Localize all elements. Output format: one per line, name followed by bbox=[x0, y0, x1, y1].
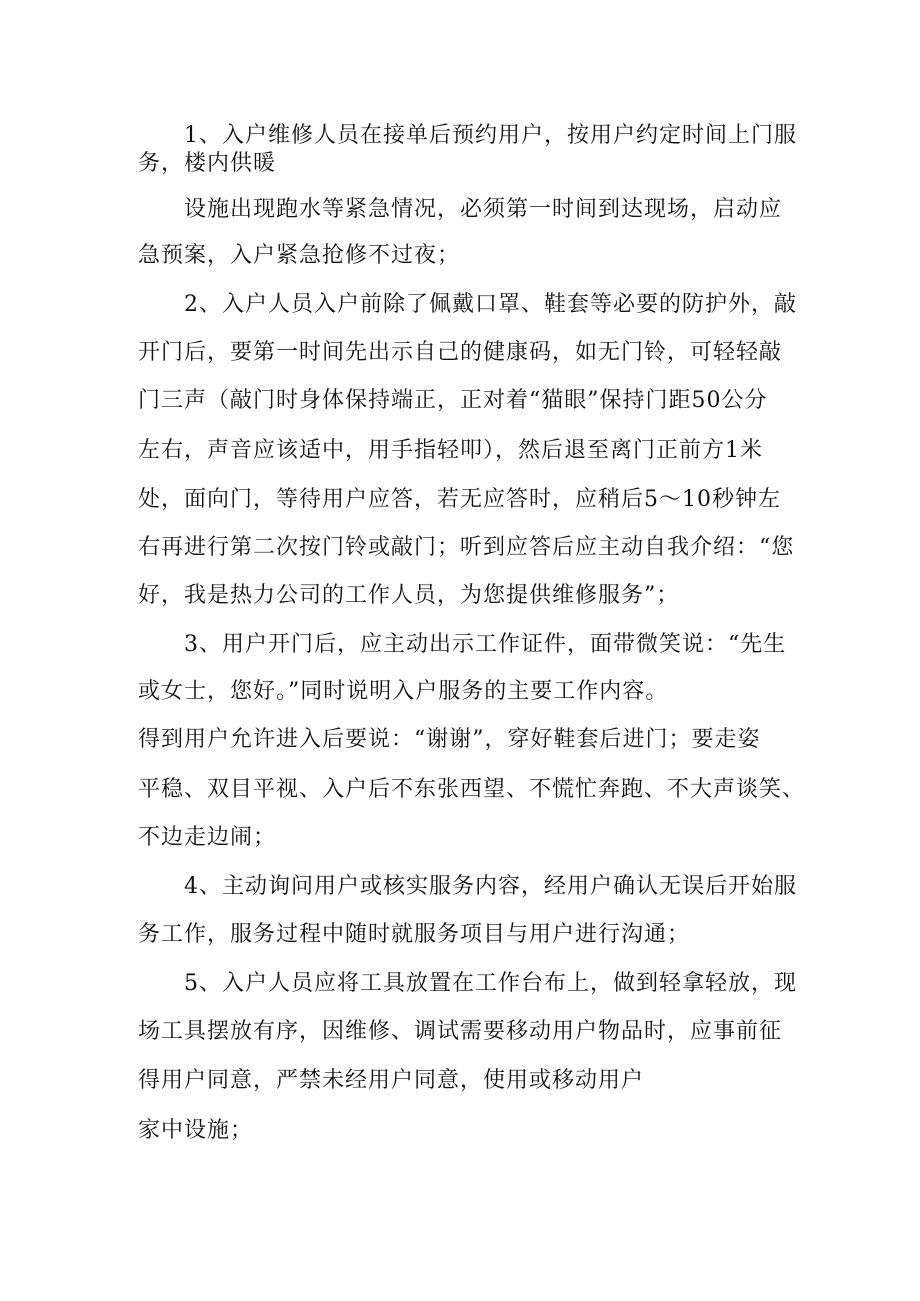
text-line: 务，楼内供暖 bbox=[138, 151, 277, 176]
text-line: 3、用户开门后，应主动出示工作证件，面带微笑说：“先生 bbox=[184, 632, 787, 657]
text-line: 5、入户人员应将工具放置在工作台布上，做到轻拿轻放，现 bbox=[184, 971, 797, 996]
text-line: 4、主动询问用户或核实服务内容，经用户确认无误后开始服 bbox=[184, 874, 797, 899]
text-line: 或女士，您好。”同时说明入户服务的主要工作内容。 bbox=[138, 679, 669, 704]
text-line: 场工具摆放有序，因维修、调试需要移动用户物品时，应事前征 bbox=[138, 1019, 783, 1044]
text-line: 开门后，要第一时间先出示自己的健康码，如无门铃，可轻轻敲 bbox=[138, 340, 783, 365]
text-line: 不边走边闹； bbox=[138, 825, 277, 850]
text-line: 得用户同意，严禁未经用户同意，使用或移动用户 bbox=[138, 1068, 645, 1093]
text-line: 平稳、双目平视、入户后不东张西望、不慌忙奔跑、不大声谈笑、 bbox=[138, 777, 806, 802]
text-line: 急预案，入户紧急抢修不过夜； bbox=[138, 243, 461, 268]
text-line: 设施出现跑水等紧急情况，必须第一时间到达现场，启动应 bbox=[184, 197, 783, 222]
text-line: 右再进行第二次按门铃或敲门；听到应答后应主动自我介绍：“您 bbox=[138, 535, 795, 560]
text-line: 好，我是热力公司的工作人员，为您提供维修服务”； bbox=[138, 583, 680, 608]
text-line: 左右，声音应该适中，用手指轻叩），然后退至离门正前方1米 bbox=[138, 438, 763, 463]
text-line: 务工作，服务过程中随时就服务项目与用户进行沟通； bbox=[138, 922, 691, 947]
text-line: 得到用户允许进入后要说：“谢谢”，穿好鞋套后进门；要走姿 bbox=[138, 727, 761, 752]
text-line: 家中设施； bbox=[138, 1118, 254, 1143]
text-line: 1、入户维修人员在接单后预约用户，按用户约定时间上门服 bbox=[184, 123, 797, 148]
text-line: 处，面向门，等待用户应答，若无应答时，应稍后5～10秒钟左 bbox=[138, 487, 781, 512]
text-line: 2、入户人员入户前除了佩戴口罩、鞋套等必要的防护外，敲 bbox=[184, 292, 797, 317]
text-line: 门三声（敲门时身体保持端正，正对着“猫眼”保持门距50公分 bbox=[138, 388, 768, 413]
